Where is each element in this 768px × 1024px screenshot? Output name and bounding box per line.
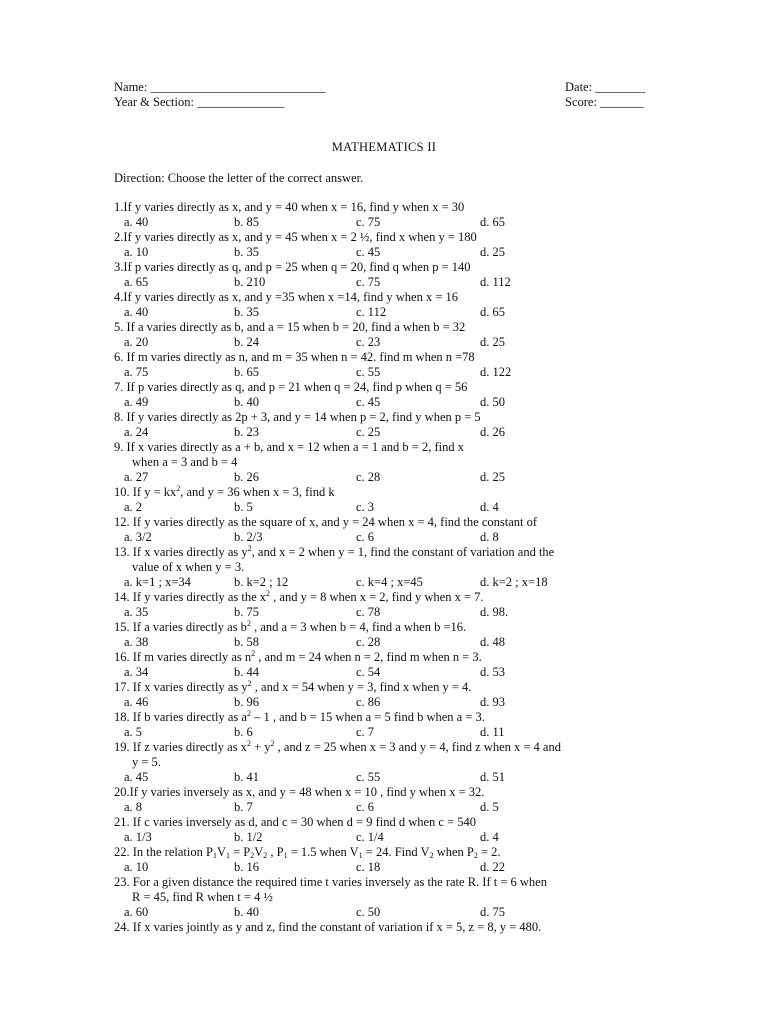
choice-a: a. 45 xyxy=(124,770,149,784)
choice-a: a. 46 xyxy=(124,695,149,709)
choice-a: a. 2 xyxy=(124,500,143,514)
name-field-label: Name: ____________________________ xyxy=(114,80,326,94)
choice-a: a. 3/2 xyxy=(124,530,152,544)
choice-c: c. 50 xyxy=(356,905,381,919)
choice-c: c. 86 xyxy=(356,695,381,709)
answer-choices xyxy=(114,275,654,290)
choice-b: b. 6 xyxy=(234,725,253,739)
answer-choices xyxy=(114,215,654,230)
choice-a: a. 65 xyxy=(124,275,149,289)
question-item xyxy=(114,410,654,440)
choice-c: c. 25 xyxy=(356,425,381,439)
choice-c: c. 45 xyxy=(356,245,381,259)
choice-d: d. 25 xyxy=(480,245,505,259)
choice-b: b. k=2 ; 12 xyxy=(234,575,289,589)
choice-d: d. 98. xyxy=(480,605,509,619)
question-text: 2.If y varies directly as x, and y = 45 when x = 2 ½, find x when y = 180 xyxy=(114,230,477,244)
choice-b: b. 40 xyxy=(234,905,259,919)
choice-b: b. 96 xyxy=(234,695,259,709)
question-item xyxy=(114,485,654,515)
choice-d: d. 25 xyxy=(480,335,505,349)
question-text-continued: value of x when y = 3. xyxy=(132,560,245,574)
question-text: 8. If y varies directly as 2p + 3, and y = 14 when p = 2, find y when p = 5 xyxy=(114,410,481,424)
score-field-label: Score: _______ xyxy=(565,95,644,109)
choice-c: c. 28 xyxy=(356,635,381,649)
question-text: 1.If y varies directly as x, and y = 40 when x = 16, find y when x = 30 xyxy=(114,200,465,214)
answer-choices xyxy=(114,635,654,650)
question-item xyxy=(114,740,654,785)
choice-d: d. 25 xyxy=(480,470,505,484)
choice-d: d. 26 xyxy=(480,425,505,439)
choice-d: d. 50 xyxy=(480,395,505,409)
choice-c: c. 23 xyxy=(356,335,381,349)
question-item xyxy=(114,680,654,710)
question-item xyxy=(114,320,654,350)
answer-choices xyxy=(114,830,654,845)
choice-a: a. k=1 ; x=34 xyxy=(124,575,191,589)
choice-a: a. 40 xyxy=(124,305,149,319)
choice-b: b. 7 xyxy=(234,800,253,814)
choice-b: b. 85 xyxy=(234,215,259,229)
answer-choices xyxy=(114,800,654,815)
choice-a: a. 24 xyxy=(124,425,149,439)
choice-c: c. 112 xyxy=(356,305,387,319)
question-text: 23. For a given distance the required time t varies inversely as the rate R. If t = 6 when xyxy=(114,875,547,889)
answer-choices xyxy=(114,770,654,785)
choice-b: b. 40 xyxy=(234,395,259,409)
page-title: MATHEMATICS II xyxy=(331,140,437,154)
question-item xyxy=(114,440,654,485)
question-item xyxy=(114,545,654,590)
choice-c: c. k=4 ; x=45 xyxy=(356,575,423,589)
question-text: 7. If p varies directly as q, and p = 21 when q = 24, find p when q = 56 xyxy=(114,380,468,394)
choice-d: d. 5 xyxy=(480,800,499,814)
year-section-field-label: Year & Section: ______________ xyxy=(114,95,285,109)
answer-choices xyxy=(114,365,654,380)
choice-d: d. k=2 ; x=18 xyxy=(480,575,548,589)
choice-d: d. 93 xyxy=(480,695,505,709)
choice-a: a. 8 xyxy=(124,800,143,814)
choice-c: c. 28 xyxy=(356,470,381,484)
question-text-continued: y = 5. xyxy=(132,755,161,769)
answer-choices xyxy=(114,725,654,740)
choice-a: a. 35 xyxy=(124,605,149,619)
choice-a: a. 34 xyxy=(124,665,149,679)
choice-d: d. 65 xyxy=(480,305,505,319)
choice-a: a. 49 xyxy=(124,395,149,409)
question-item xyxy=(114,785,654,815)
question-text: 6. If m varies directly as n, and m = 35 when n = 42. find m when n =78 xyxy=(114,350,475,364)
choice-b: b. 5 xyxy=(234,500,253,514)
choice-d: d. 51 xyxy=(480,770,505,784)
question-text: 18. If b varies directly as $a^2 - 1$ , and b = 15 when a = 5 find b when a = 3. xyxy=(114,709,485,724)
question-text-continued: when a = 3 and b = 4 xyxy=(132,455,238,469)
answer-choices xyxy=(114,425,654,440)
choice-a: a. 1/3 xyxy=(124,830,152,844)
choice-b: b. 24 xyxy=(234,335,259,349)
choice-b: b. 210 xyxy=(234,275,266,289)
choice-c: c. 55 xyxy=(356,365,381,379)
choice-a: a. 10 xyxy=(124,245,149,259)
answer-choices xyxy=(114,530,654,545)
question-item xyxy=(114,380,654,410)
question-item xyxy=(114,620,654,650)
choice-c: c. 6 xyxy=(356,530,375,544)
answer-choices xyxy=(114,395,654,410)
direction-text: Direction: Choose the letter of the correct answer. xyxy=(114,171,364,185)
question-text: 9. If x varies directly as a + b, and x = 12 when a = 1 and b = 2, find x xyxy=(114,440,464,454)
answer-choices xyxy=(114,335,654,350)
choice-b: b. 44 xyxy=(234,665,259,679)
question-text: 3.If p varies directly as q, and p = 25 when q = 20, find q when p = 140 xyxy=(114,260,471,274)
choice-d: d. 22 xyxy=(480,860,505,874)
answer-choices xyxy=(114,860,654,875)
choice-c: c. 75 xyxy=(356,215,381,229)
choice-a: a. 40 xyxy=(124,215,149,229)
question-text: 22. In the relation $P_1V_1 = P_2V_2$ , $P_1 = 1.5$ when $V_1 = 24$. Find $V_2$ when $P_2 = 2$. xyxy=(114,845,501,860)
choice-b: b. 16 xyxy=(234,860,259,874)
choice-c: c. 3 xyxy=(356,500,375,514)
question-list xyxy=(114,200,654,935)
choice-d: d. 11 xyxy=(480,725,505,739)
answer-choices xyxy=(114,245,654,260)
question-text: 5. If a varies directly as b, and a = 15 when b = 20, find a when b = 32 xyxy=(114,320,466,334)
question-item xyxy=(114,845,654,875)
choice-c: c. 78 xyxy=(356,605,381,619)
answer-choices xyxy=(114,605,654,620)
question-text: 12. If y varies directly as the square of x, and y = 24 when x = 4, find the constant of xyxy=(114,515,538,529)
question-text: 10. If $y = kx^2$, and y = 36 when x = 3, find k xyxy=(114,484,335,499)
question-item xyxy=(114,290,654,320)
choice-d: d. 4 xyxy=(480,830,499,844)
choice-a: a. 75 xyxy=(124,365,149,379)
question-text: 4.If y varies directly as x, and y =35 when x =14, find y when x = 16 xyxy=(114,290,458,304)
choice-b: b. 1/2 xyxy=(234,830,263,844)
question-text: 24. If x varies jointly as y and z, find the constant of variation if x = 5, z = 8, y = 480. xyxy=(114,920,542,934)
choice-b: b. 35 xyxy=(234,245,259,259)
choice-c: c. 1/4 xyxy=(356,830,384,844)
choice-b: b. 2/3 xyxy=(234,530,263,544)
question-item xyxy=(114,590,654,620)
answer-choices xyxy=(114,665,654,680)
choice-d: d. 4 xyxy=(480,500,499,514)
choice-b: b. 65 xyxy=(234,365,259,379)
question-item xyxy=(114,515,654,545)
choice-a: a. 60 xyxy=(124,905,149,919)
choice-b: b. 58 xyxy=(234,635,259,649)
question-item xyxy=(114,710,654,740)
choice-d: d. 112 xyxy=(480,275,511,289)
question-item xyxy=(114,350,654,380)
choice-d: d. 65 xyxy=(480,215,505,229)
choice-c: c. 54 xyxy=(356,665,381,679)
question-item xyxy=(114,650,654,680)
question-item xyxy=(114,875,654,920)
choice-c: c. 18 xyxy=(356,860,381,874)
question-text: 21. If c varies inversely as d, and c = 30 when d = 9 find d when c = 540 xyxy=(114,815,477,829)
choice-c: c. 6 xyxy=(356,800,375,814)
choice-d: d. 48 xyxy=(480,635,505,649)
choice-a: a. 20 xyxy=(124,335,149,349)
choice-a: a. 38 xyxy=(124,635,149,649)
question-text: 14. If y varies directly as the $x^2$ , and y = 8 when x = 2, find y when x = 7. xyxy=(114,589,484,604)
choice-b: b. 23 xyxy=(234,425,259,439)
question-text-continued: R = 45, find R when t = 4 ½ xyxy=(132,890,273,904)
answer-choices xyxy=(114,695,654,710)
choice-c: c. 7 xyxy=(356,725,375,739)
choice-b: b. 26 xyxy=(234,470,259,484)
answer-choices xyxy=(114,305,654,320)
choice-c: c. 55 xyxy=(356,770,381,784)
choice-d: d. 122 xyxy=(480,365,512,379)
choice-c: c. 45 xyxy=(356,395,381,409)
answer-choices xyxy=(114,500,654,515)
choice-b: b. 41 xyxy=(234,770,259,784)
question-text: 20.If y varies inversely as x, and y = 48 when x = 10 , find y when x = 32. xyxy=(114,785,485,799)
answer-choices xyxy=(114,575,654,590)
question-item xyxy=(114,260,654,290)
question-item xyxy=(114,920,654,935)
question-item xyxy=(114,815,654,845)
choice-a: a. 10 xyxy=(124,860,149,874)
question-text: 13. If x varies directly as $y^2$, and x = 2 when y = 1, find the constant of variation and the xyxy=(114,544,555,559)
question-item xyxy=(114,230,654,260)
date-field-label: Date: ________ xyxy=(565,80,646,94)
choice-a: a. 5 xyxy=(124,725,143,739)
question-text: 17. If x varies directly as $y^2$ , and x = 54 when y = 3, find x when y = 4. xyxy=(114,679,472,694)
choice-b: b. 75 xyxy=(234,605,259,619)
question-item xyxy=(114,200,654,230)
choice-c: c. 75 xyxy=(356,275,381,289)
answer-choices xyxy=(114,905,654,920)
answer-choices xyxy=(114,470,654,485)
choice-d: d. 75 xyxy=(480,905,505,919)
choice-d: d. 53 xyxy=(480,665,505,679)
question-text: 16. If m varies directly as $n^2$ , and m = 24 when n = 2, find m when n = 3. xyxy=(114,649,482,664)
question-text: 15. If a varies directly as $b^2$ , and a = 3 when b = 4, find a when b =16. xyxy=(114,619,467,634)
choice-d: d. 8 xyxy=(480,530,499,544)
choice-b: b. 35 xyxy=(234,305,259,319)
choice-a: a. 27 xyxy=(124,470,149,484)
question-text: 19. If z varies directly as $x^2 + y^2$ , and z = 25 when x = 3 and y = 4, find z when x = 4 and xyxy=(114,739,561,754)
